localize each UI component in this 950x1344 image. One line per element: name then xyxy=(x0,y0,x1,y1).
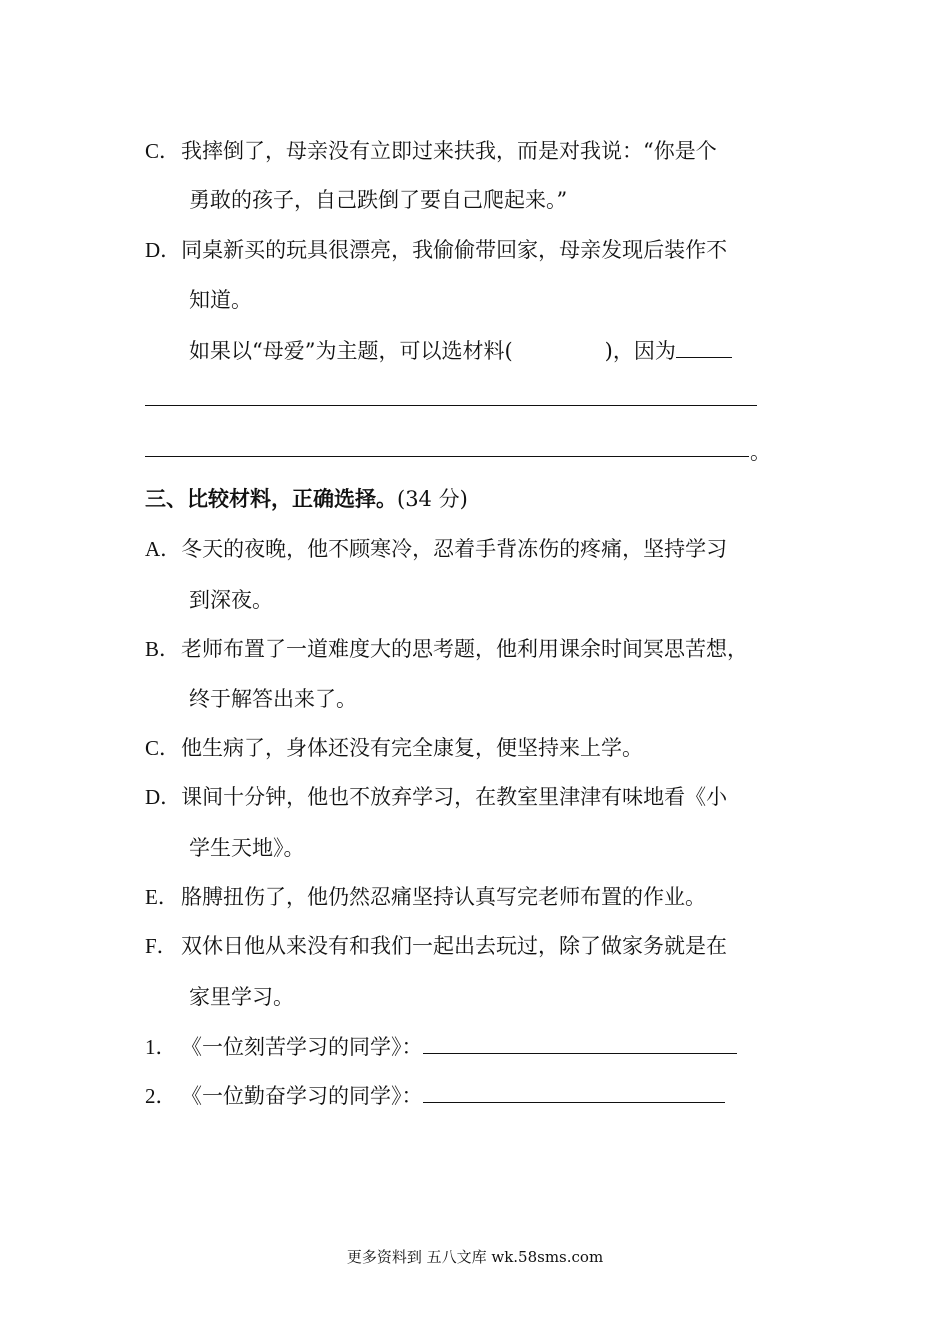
answer-line[interactable] xyxy=(145,456,749,457)
option-d-line1 xyxy=(145,236,727,264)
end-mark: 。 xyxy=(750,440,771,464)
answer-line[interactable] xyxy=(145,405,757,406)
answer-blank[interactable] xyxy=(423,1082,725,1103)
option-f-line2: 家里学习。 xyxy=(189,985,294,1009)
footer-note: 更多资料到 五八文库 wk.58sms.com xyxy=(346,1248,604,1266)
question-number: 2． xyxy=(145,1084,177,1108)
section-title: 三、比较材料，正确选择。 xyxy=(145,486,397,511)
option-text: 双休日他从来没有和我们一起出去玩过，除了做家务就是在 xyxy=(181,934,727,958)
option-a-line2: 到深夜。 xyxy=(189,588,273,612)
option-c3-line1 xyxy=(145,734,643,762)
question-prefix: 如果以“母爱”为主题，可以选材料( xyxy=(189,339,513,363)
option-d3-line1 xyxy=(145,783,727,811)
option-text: 老师布置了一道难度大的思考题，他利用课余时间冥思苦想， xyxy=(181,637,748,661)
option-e-line1 xyxy=(145,883,706,911)
question-number: 1． xyxy=(145,1035,177,1059)
option-f-line1 xyxy=(145,932,727,960)
section-heading xyxy=(145,485,468,513)
option-c-line1 xyxy=(145,137,717,165)
question-2 xyxy=(145,1082,725,1110)
option-label: E． xyxy=(145,885,179,909)
option-text: 课间十分钟，他也不放弃学习，在教室里津津有味地看《小 xyxy=(181,785,728,809)
question-1 xyxy=(145,1033,737,1061)
option-text: 冬天的夜晚，他不顾寒冷，忍着手背冻伤的疼痛，坚持学习 xyxy=(181,537,728,561)
option-text: 胳膊扭伤了，他仍然忍痛坚持认真写完老师布置的作业。 xyxy=(181,885,706,909)
option-label: D． xyxy=(145,238,182,262)
option-label: C． xyxy=(145,736,181,760)
option-text: 我摔倒了，母亲没有立即过来扶我，而是对我说：“你是个 xyxy=(181,139,717,163)
question-text: 《一位勤奋学习的同学》： xyxy=(181,1084,423,1108)
section-score: (34 分) xyxy=(397,487,468,511)
option-text: 同桌新买的玩具很漂亮，我偷偷带回家，母亲发现后装作不 xyxy=(181,238,728,262)
answer-blank[interactable] xyxy=(423,1033,737,1054)
option-b-line2: 终于解答出来了。 xyxy=(189,687,357,711)
option-text: 他生病了，身体还没有完全康复，便坚持来上学。 xyxy=(181,736,643,760)
option-label: D． xyxy=(145,785,182,809)
theme-question xyxy=(189,337,732,365)
option-d3-line2: 学生天地》。 xyxy=(189,836,305,860)
question-suffix: )，因为 xyxy=(604,339,676,363)
answer-blank[interactable] xyxy=(676,337,732,358)
option-label: B． xyxy=(145,637,181,661)
option-label: A． xyxy=(145,537,182,561)
question-text: 《一位刻苦学习的同学》： xyxy=(181,1035,423,1059)
option-label: C． xyxy=(145,139,181,163)
option-c-line2: 勇敢的孩子，自己跌倒了要自己爬起来。” xyxy=(189,188,568,212)
option-a-line1 xyxy=(145,535,727,563)
option-label: F． xyxy=(145,934,178,958)
option-d-line2: 知道。 xyxy=(189,288,252,312)
option-b-line1 xyxy=(145,635,748,663)
